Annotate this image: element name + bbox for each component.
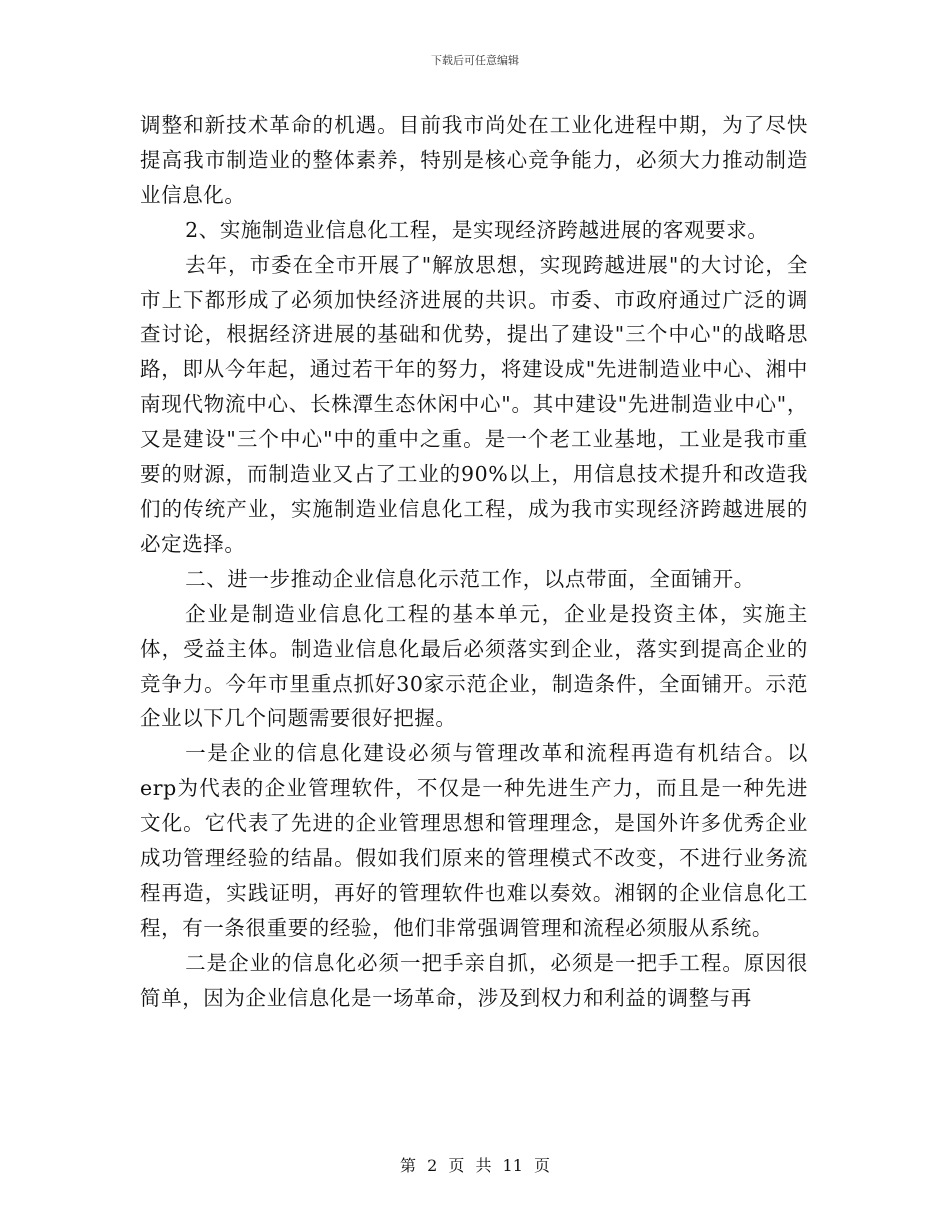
paragraph: 企业是制造业信息化工程的基本单元，企业是投资主体，实施主体，受益主体。制造业信息化最后必须落实到企业，落实到提高企业的竞争力。今年市里重点抓好30家示范企业，制造条件，全面铺开。示范企业以下几个问题需要很好把握。 <box>140 601 808 731</box>
page-header: 下载后可任意编辑 <box>431 54 519 67</box>
document-body <box>140 108 808 1016</box>
paragraph: 一是企业的信息化建设必须与管理改革和流程再造有机结合。以erp为代表的企业管理软件，不仅是一种先进生产力，而且是一种先进文化。它代表了先进的企业管理思想和管理理念，是国外许多优秀企业成功管理经验的结晶。假如我们原来的管理模式不改变，不进行业务流程再造，实践证明，再好的管理软件也难以奏效。湘钢的企业信息化工程，有一条很重要的经验，他们非常强调管理和流程必须服从系统。 <box>140 741 808 940</box>
paragraph: 二是企业的信息化必须一把手亲自抓，必须是一把手工程。原因很简单，因为企业信息化是一场革命，涉及到权力和利益的调整与再 <box>140 950 808 1010</box>
paragraph: 2、实施制造业信息化工程，是实现经济跨越进展的客观要求。 <box>185 217 769 242</box>
paragraph: 去年，市委在全市开展了"解放思想，实现跨越进展"的大讨论，全市上下都形成了必须加快经济进展的共识。市委、市政府通过广泛的调查讨论，根据经济进展的基础和优势，提出了建设"三个中心"的战略思路，即从今年起，通过若干年的努力，将建设成"先进制造业中心、湘中南现代物流中心、长株潭生态休闲中心"。其中建设"先进制造业中心"，又是建设"三个中心"中的重中之重。是一个老工业基地，工业是我市重要的财源，而制造业又占了工业的90%以上，用信息技术提升和改造我们的传统产业，实施制造业信息化工程，成为我市实现经济跨越进展的必定选择。 <box>140 252 808 556</box>
paragraph: 调整和新技术革命的机遇。目前我市尚处在工业化进程中期，为了尽快提高我市制造业的整体素养，特别是核心竞争能力，必须大力推动制造业信息化。 <box>140 113 808 207</box>
page-number: 第 2 页 共 11 页 <box>400 1156 550 1175</box>
section-heading: 二、进一步推动企业信息化示范工作，以点带面，全面铺开。 <box>185 566 755 591</box>
